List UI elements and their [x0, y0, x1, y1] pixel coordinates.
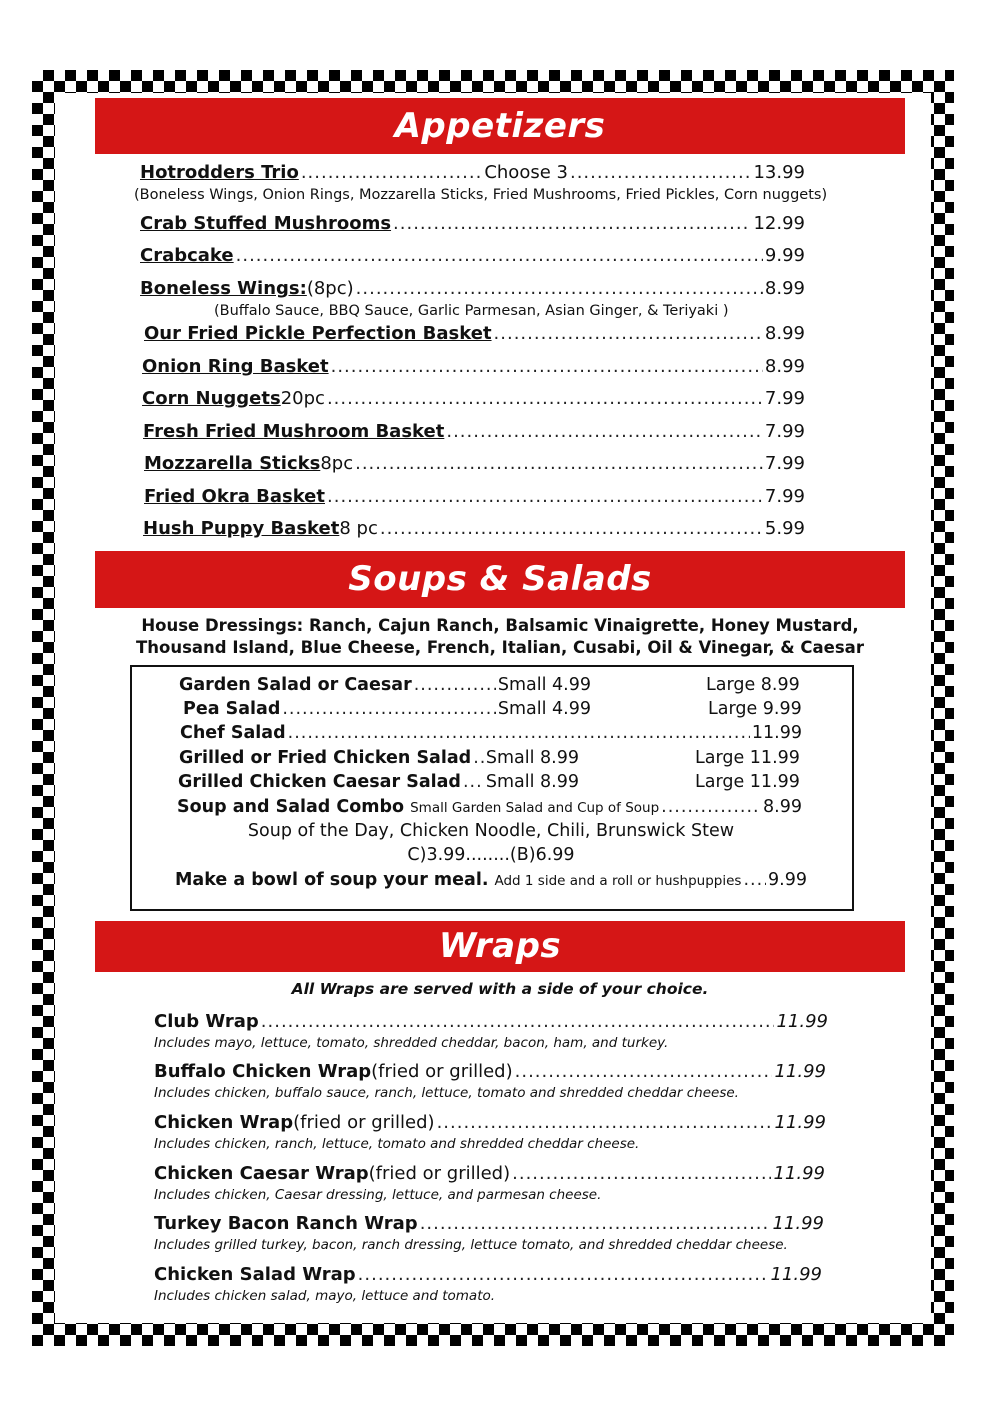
item-name: Corn Nuggets: [142, 388, 281, 409]
appetizers-title: Appetizers: [394, 106, 606, 146]
menu-item: [178, 772, 579, 792]
item-price: 7.99: [764, 388, 805, 409]
item-extra: (fried or grilled): [293, 1112, 435, 1133]
item-name: Boneless Wings:: [140, 278, 307, 299]
item-desc: Includes chicken, Caesar dressing, lettuce, and parmesan cheese.: [154, 1187, 602, 1203]
menu-item: [140, 213, 805, 234]
item-price: 12.99: [753, 213, 805, 234]
item-name: Fried Okra Basket: [144, 486, 325, 507]
item-extra: (fried or grilled): [371, 1061, 513, 1082]
menu-item: [142, 356, 805, 377]
item-price: 8.99: [764, 323, 805, 344]
item-price: 8.99: [763, 797, 802, 817]
item-extra: 8 pc: [339, 518, 378, 539]
item-extra: 8pc: [320, 453, 354, 474]
dressings: [95, 615, 905, 659]
item-price: 5.99: [764, 518, 805, 539]
item-small-price: Small 8.99: [485, 772, 579, 792]
item-name: Our Fried Pickle Perfection Basket: [144, 323, 492, 344]
item-desc: Add 1 side and a roll or hushpuppies: [494, 873, 742, 889]
menu-item: [144, 486, 805, 507]
item-small-price: Small 4.99: [497, 675, 591, 695]
item-extra: 20pc: [280, 388, 325, 409]
item-name: Onion Ring Basket: [142, 356, 329, 377]
item-name: Chicken Wrap: [154, 1112, 294, 1133]
item-price: 8.99: [764, 356, 805, 377]
appetizers-banner: [95, 98, 905, 154]
item-name: Chicken Caesar Wrap: [154, 1163, 369, 1184]
item-price: 9.99: [764, 245, 805, 266]
menu-item: [140, 245, 805, 266]
item-name: Soup and Salad Combo: [177, 797, 405, 817]
item-large-price: Large 11.99: [695, 748, 800, 768]
item-price: 11.99: [774, 1112, 826, 1133]
menu-item: [179, 675, 591, 695]
item-price: 11.99: [774, 1061, 826, 1082]
menu-item: [144, 453, 805, 474]
item-price: 11.99: [776, 1011, 828, 1032]
item-name: Buffalo Chicken Wrap: [154, 1061, 372, 1082]
menu-item: [144, 323, 805, 344]
item-name: Grilled or Fried Chicken Salad: [179, 748, 472, 768]
menu-item: [154, 1264, 822, 1285]
item-extra: (8pc): [306, 278, 354, 299]
menu-item: [140, 162, 805, 183]
menu-item: [154, 1163, 825, 1184]
menu-item: [143, 518, 805, 539]
menu-item: [183, 699, 591, 719]
item-price: 11.99: [773, 1163, 825, 1184]
item-price: 11.99: [770, 1264, 822, 1285]
menu-item: [154, 1112, 826, 1133]
wraps-note: All Wraps are served with a side of your choice.: [291, 980, 709, 998]
soups-title: Soups & Salads: [348, 559, 652, 599]
wings-note: (Buffalo Sauce, BBQ Sauce, Garlic Parmesan, Asian Ginger, & Teriyaki ): [214, 303, 729, 319]
item-price: 7.99: [764, 486, 805, 507]
item-price: 8.99: [764, 278, 805, 299]
soups-banner: [95, 551, 905, 608]
item-desc: Small Garden Salad and Cup of Soup: [410, 800, 660, 816]
item-desc: Includes chicken, buffalo sauce, ranch, lettuce, tomato and shredded cheddar cheese.: [154, 1085, 739, 1101]
item-name: Crabcake: [140, 245, 234, 266]
item-name: Fresh Fried Mushroom Basket: [143, 421, 445, 442]
item-price: 13.99: [753, 162, 805, 183]
item-desc: Includes grilled turkey, bacon, ranch dressing, lettuce tomato, and shredded cheddar cheese.: [154, 1237, 788, 1253]
item-extra: Choose 3: [484, 162, 568, 183]
item-name: Crab Stuffed Mushrooms: [140, 213, 392, 234]
item-name: Mozzarella Sticks: [144, 453, 321, 474]
item-desc: Includes mayo, lettuce, tomato, shredded cheddar, bacon, ham, and turkey.: [154, 1035, 669, 1051]
dressings-line: Thousand Island, Blue Cheese, French, Italian, Cusabi, Oil & Vinegar, & Caesar: [136, 638, 864, 657]
wraps-banner: [95, 921, 905, 972]
item-name: Chicken Salad Wrap: [154, 1264, 356, 1285]
item-name: Make a bowl of soup your meal.: [175, 870, 489, 890]
menu-item: [140, 278, 805, 299]
menu-item: [154, 1213, 824, 1234]
wraps-title: Wraps: [438, 926, 562, 966]
item-desc: Includes chicken, ranch, lettuce, tomato and shredded cheddar cheese.: [154, 1136, 640, 1152]
menu-item: [175, 870, 807, 890]
item-name: Grilled Chicken Caesar Salad: [178, 772, 461, 792]
item-large-price: Large 8.99: [706, 675, 800, 695]
item-extra: (fried or grilled): [368, 1163, 511, 1184]
menu-item: [154, 1061, 826, 1082]
item-price: 11.99: [751, 723, 802, 743]
menu-item: [179, 748, 579, 768]
trio-note: (Boneless Wings, Onion Rings, Mozzarella Sticks, Fried Mushrooms, Fried Pickles, Corn nuggets): [134, 187, 828, 203]
item-name: Hush Puppy Basket: [143, 518, 340, 539]
item-desc: Includes chicken salad, mayo, lettuce and tomato.: [154, 1288, 496, 1304]
item-name: Chef Salad: [180, 723, 286, 743]
item-name: Garden Salad or Caesar: [179, 675, 412, 695]
menu-item: [180, 723, 802, 743]
menu-item: [142, 388, 805, 409]
item-name: Club Wrap: [154, 1011, 259, 1032]
soup-of-the-day: Soup of the Day, Chicken Noodle, Chili, Brunswick Stew: [247, 821, 735, 841]
item-small-price: Small 4.99: [497, 699, 591, 719]
item-large-price: Large 11.99: [695, 772, 800, 792]
item-name: Pea Salad: [183, 699, 281, 719]
item-name: Turkey Bacon Ranch Wrap: [154, 1213, 418, 1234]
item-price: 7.99: [764, 453, 805, 474]
menu-item: [177, 797, 802, 817]
item-name: Hotrodders Trio: [140, 162, 299, 183]
dressings-line: House Dressings: Ranch, Cajun Ranch, Balsamic Vinaigrette, Honey Mustard,: [141, 616, 859, 635]
soup-prices: C)3.99........(B)6.99: [407, 845, 575, 865]
item-large-price: Large 9.99: [708, 699, 802, 719]
menu-item: [143, 421, 805, 442]
item-small-price: Small 8.99: [485, 748, 579, 768]
item-price: 7.99: [764, 421, 805, 442]
menu-item: [154, 1011, 828, 1032]
item-price: 11.99: [772, 1213, 824, 1234]
item-price: 9.99: [768, 870, 807, 890]
